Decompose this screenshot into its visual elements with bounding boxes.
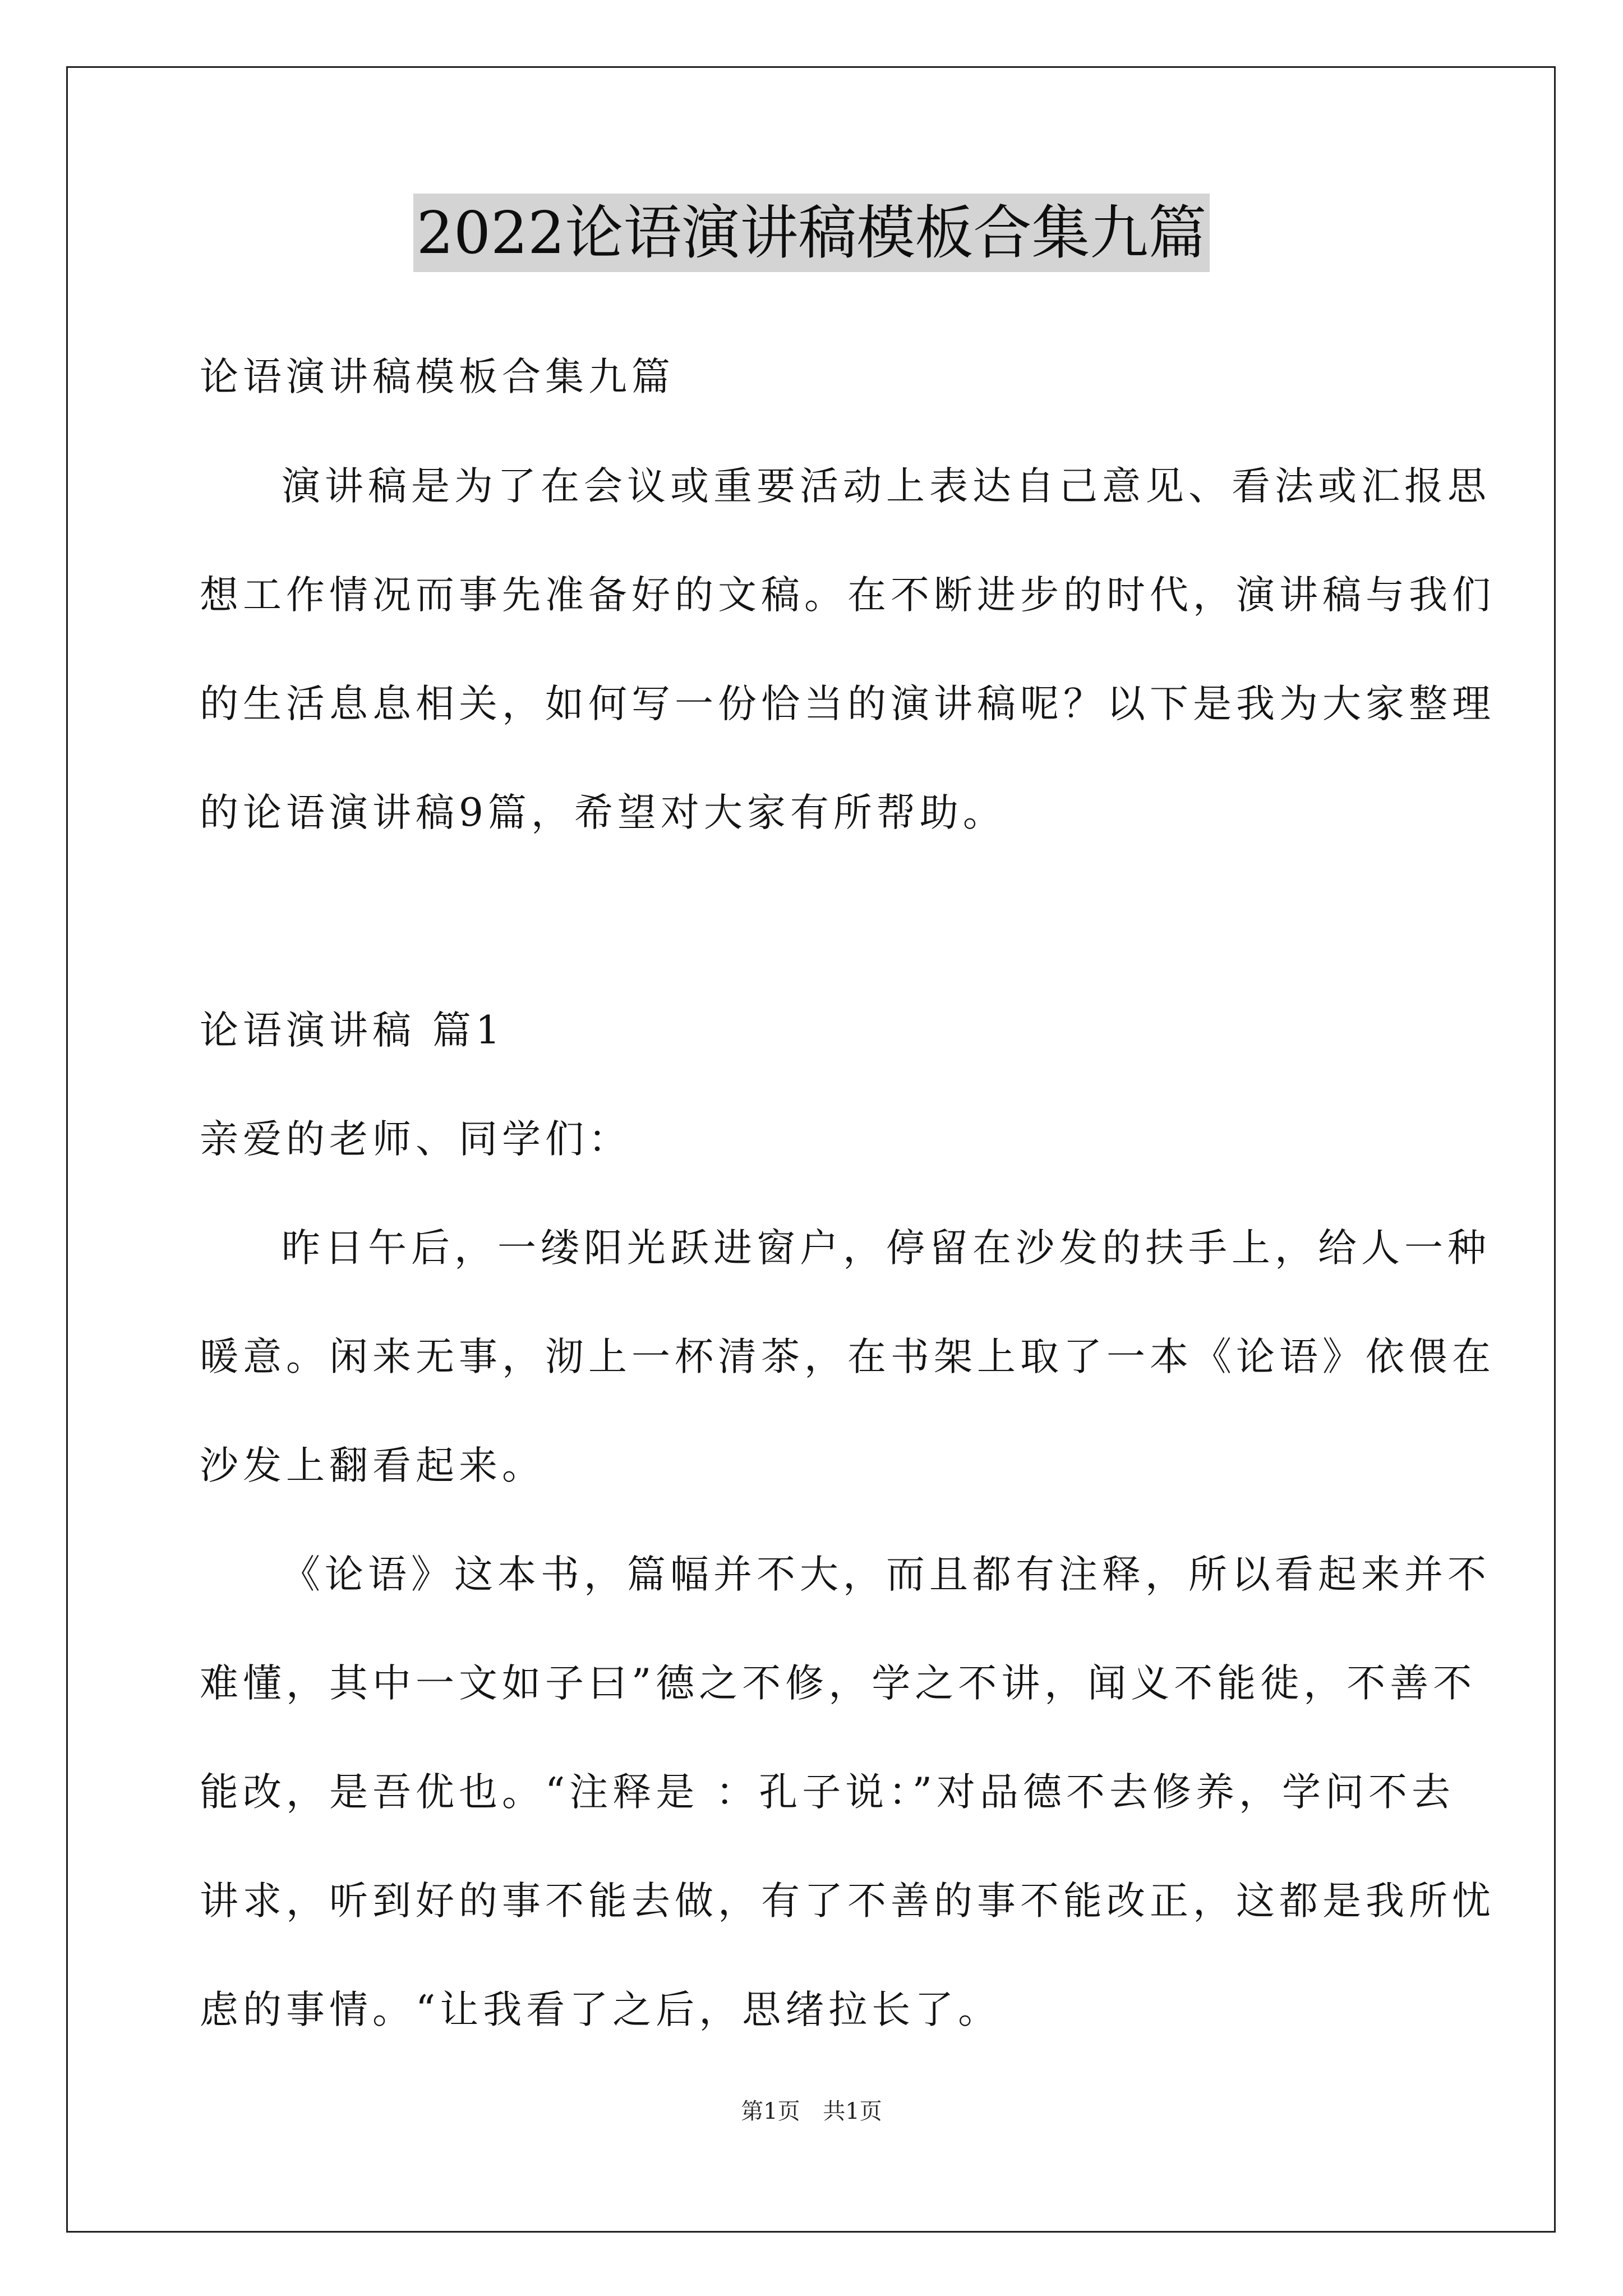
intro-line-1: 演讲稿是为了在会议或重要活动上表达自己意见、看法或汇报思: [282, 464, 1491, 509]
intro-line-3: 的生活息息相关，如何写一份恰当的演讲稿呢？以下是我为大家整理: [200, 682, 1495, 726]
page-total: 共1页: [823, 2099, 882, 2124]
para1-line-3: 沙发上翻看起来。: [200, 1443, 545, 1488]
document-subtitle: 论语演讲稿模板合集九篇: [200, 355, 675, 399]
page-footer: [0, 2096, 1623, 2127]
salutation: 亲爱的老师、同学们：: [200, 1117, 631, 1162]
para1-line-2: 暖意。闲来无事，沏上一杯清茶，在书架上取了一本《论语》依偎在: [200, 1335, 1495, 1379]
intro-line-2: 想工作情况而事先准备好的文稿。在不断进步的时代，演讲稿与我们: [200, 573, 1495, 618]
para1-line-1: 昨日午后，一缕阳光跃进窗户，停留在沙发的扶手上，给人一种: [282, 1226, 1491, 1271]
document-title: 2022论语演讲稿模板合集九篇: [413, 194, 1210, 272]
para2-line-2: 难懂，其中一文如子曰”德之不修，学之不讲，闻义不能徙，不善不: [200, 1661, 1477, 1706]
para2-line-1: 《论语》这本书，篇幅并不大，而且都有注释，所以看起来并不: [282, 1552, 1491, 1597]
page-number: 第1页: [741, 2099, 800, 2124]
para2-line-4: 讲求，听到好的事不能去做，有了不善的事不能改正，这都是我所忧: [200, 1879, 1495, 1924]
para2-line-5: 虑的事情。“让我看了之后，思绪拉长了。: [200, 1987, 1002, 2032]
title-container: [0, 194, 1623, 272]
para2-line-3: 能改，是吾优也。“注释是 ：孔子说：”对品德不去修养，学问不去: [200, 1770, 1455, 1815]
intro-line-4: 的论语演讲稿9篇，希望对大家有所帮助。: [200, 790, 1006, 835]
section-heading: 论语演讲稿 篇1: [200, 1008, 505, 1053]
